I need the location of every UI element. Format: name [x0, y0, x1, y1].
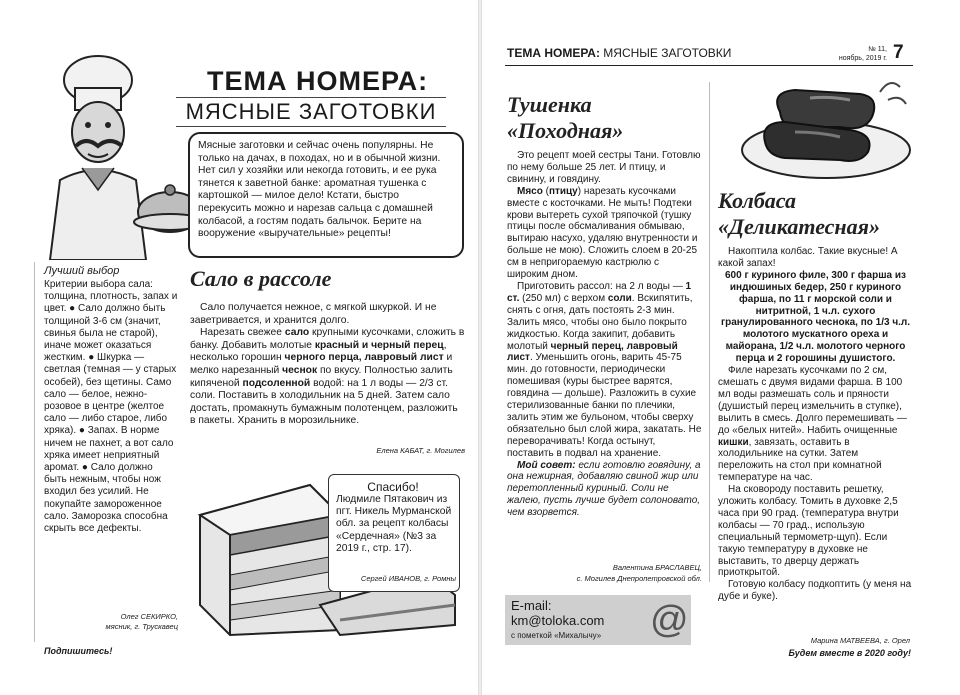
issue-info — [833, 45, 887, 63]
theme-title: ТЕМА НОМЕРА: — [207, 66, 429, 96]
tushenka-author-place: с. Могилев Днепропетровской обл. — [576, 574, 702, 583]
tushenka-text — [507, 150, 702, 519]
salo-author: Елена КАБАТ, г. Могилев — [376, 446, 465, 455]
best-choice-text: Критерии выбора сала: толщина, плотность, запах и цвет. ● Сало должно быть толщиной 3-6 см (значит, свинья была не старой), иначе может оказаться жестким. ● Шкурка — светлая (темная — у старых особей), без щетины. Само сало — белое, нежно-розовое в центре (желтое сало — либо старое, либо хряка). ● Запах. В норме ничем не пахнет, а вот сало хряка имеет неприятный аромат. ● Сало должно быть нежным, чтобы нож входил без усилий. Не покупайте замороженное сало. Заморозка способна скрыть все дефекты. — [44, 279, 178, 535]
salo-recipe-text — [190, 302, 465, 428]
email-label: E-mail: — [511, 598, 552, 613]
together-footer: Будем вместе в 2020 году! — [788, 648, 911, 658]
at-sign-icon: @ — [650, 599, 689, 641]
subscribe-footer: Подпишитесь! — [44, 646, 113, 656]
tushenka-paragraph-2: Мясо (птицу) нарезать кусочками вместе с косточками. Не мыть! Подтеки крови вытереть сухой тряпочкой (тушку птицы после обсмаливания обмываю, вытираю насухо, удаляю внутренности и больше не мою). Сложить слоем в 20-25 см в непригораемую кастрюлю с широким дном. — [507, 185, 698, 281]
best-choice-title: Лучший выбор — [44, 265, 120, 277]
kolbasa-title: Колбаса «Деликатесная» — [718, 188, 880, 239]
tushenka-author — [540, 562, 702, 584]
thanks-text: Людмиле Пятакович из пгт. Никель Мурманской обл. за рецепт колбасы «Сердечная» (№3 за 2019 г., стр. 17). — [336, 494, 452, 554]
column-divider — [709, 82, 710, 582]
kolbasa-paragraph-3: Готовую колбасу подкоптить (у меня на дубе и буке). — [718, 579, 912, 603]
theme-subtitle: МЯСНЫЕ ЗАГОТОВКИ — [176, 97, 446, 127]
thanks-author: Сергей ИВАНОВ, г. Ромны — [360, 574, 456, 583]
kolbasa-paragraph-2: На сковороду поставить решетку, уложить колбасу. Томить в духовке 2,5 часа при 90 град. (температура внутри колбасы — 70 град., использую специальный термометр-щуп). Если такую температуру в духовке не выставить, то дверцу держать приоткрытой. — [718, 484, 899, 579]
tushenka-advice: Мой совет: если готовлю говядину, а она нежирная, добавляю свиной жир или перетопленный куриный. Соли не жалею, пусть лучше будет солоновато, чем взорвется. — [507, 459, 701, 519]
chef-illustration — [20, 50, 200, 260]
issue-number: № 11, — [868, 46, 887, 53]
best-author-name: Олег СЕКИРКО, — [120, 612, 178, 621]
email-address-link[interactable]: km@toloka.com — [511, 613, 605, 628]
thanks-title: Спасибо! — [367, 480, 419, 494]
intro-text: Мясные заготовки и сейчас очень популярны. Не только на дачах, в походах, но и в обычной жизни. Нет сил у хозяйки или некогда готовить, и ее рука тянется к заветной банке: ароматная тушенка с картошкой — милое дело! Кстати, быстро перекусить можно и нарезав сальца с домашней колбасой, а гостям подать балычок. Берите на вооружение «выручательные» рецепты! — [198, 140, 441, 240]
email-note: с пометкой «Михалычу» — [511, 631, 602, 640]
page-number: 7 — [893, 42, 904, 63]
best-author-place: мясник, г. Трускавец — [105, 622, 178, 631]
sausage-illustration — [740, 72, 912, 180]
kolbasa-text — [718, 246, 913, 603]
header-theme: ТЕМА НОМЕРА: МЯСНЫЕ ЗАГОТОВКИ — [507, 46, 732, 60]
salo-recipe-title: Сало в рассоле — [190, 266, 332, 291]
tushenka-title: Тушенка «Походная» — [507, 92, 624, 143]
issue-date: ноябрь, 2019 г. — [838, 55, 887, 62]
kolbasa-intro: Накоптила колбас. Такие вкусные! А какой запах! — [718, 246, 898, 269]
page-spine — [478, 0, 482, 695]
best-choice-author — [60, 612, 178, 632]
kolbasa-author: Марина МАТВЕЕВА, г. Орел — [810, 636, 910, 645]
kolbasa-paragraph-1: Филе нарезать кусочками по 2 см, смешать с двумя видами фарша. В 100 мл воды размешать соль и пряности (душистый перец измельчить в ступке), вылить в смесь. Долго перемешивать — до «белых нитей». Набить очищенные кишки, завязать, оставить в холодильнике на сутки. Затем переложить на стол при комнатной температуре на час. — [718, 365, 907, 484]
tushenka-author-name: Валентина БРАСЛАВЕЦ, — [612, 563, 702, 572]
header-rule — [505, 65, 913, 66]
salo-paragraph-2: Нарезать свежее сало крупными кусочками, сложить в банку. Добавить молотые красный и черный перец, несколько горошин черного перца, лавровый лист и мелко нарезанный чеснок по вкусу. Полностью залить кипяченой подсоленной водой: на 1 л воды — 2/3 ст. соли. Поставить в холодильник на 5 дней. Затем сало достать, промакнуть бумажным полотенцем, разложить в пакеты. Хранить в морозильнике. — [190, 327, 465, 427]
tushenka-paragraph-1: Это рецепт моей сестры Тани. Готовлю по нему больше 25 лет. И птицу, и свинину, и говядину. — [507, 150, 701, 185]
kolbasa-ingredients: 600 г куриного филе, 300 г фарша из индюшиных бедер, 250 г куриного фарша, по 11 г морской соли и нитритной, 1 ч.л. сухого гранулированного чеснока, по 1/3 ч.л. молотого мускатного ореха и майорана, 1/2 ч.л. молотого черного перца и 2 горошины душистого. — [720, 269, 911, 365]
salo-paragraph-1: Сало получается нежное, с мягкой шкуркой. И не заветривается, и хранится долго. — [190, 302, 437, 326]
tushenka-paragraph-3: Приготовить рассол: на 2 л воды — 1 ст. (250 мл) с верхом соли. Вскипятить, снять с огня, дать постоять 2-3 мин. Залить мясо, чтобы оно было покрыто жидкостью. Когда закипит, добавить молотый черный перец, лавровый лист. Уменьшить огонь, варить 45-75 мин. до готовности, периодически помешивая (куры быстрее варятся, говядина — дольше). Разложить в сухие стерилизованные банки по плечики, залить этим же бульоном, чтобы сверху обязательно был слой жира, закатать. Не переворачивать! Когда остынут, поставить в подвал на хранение. — [507, 280, 702, 459]
